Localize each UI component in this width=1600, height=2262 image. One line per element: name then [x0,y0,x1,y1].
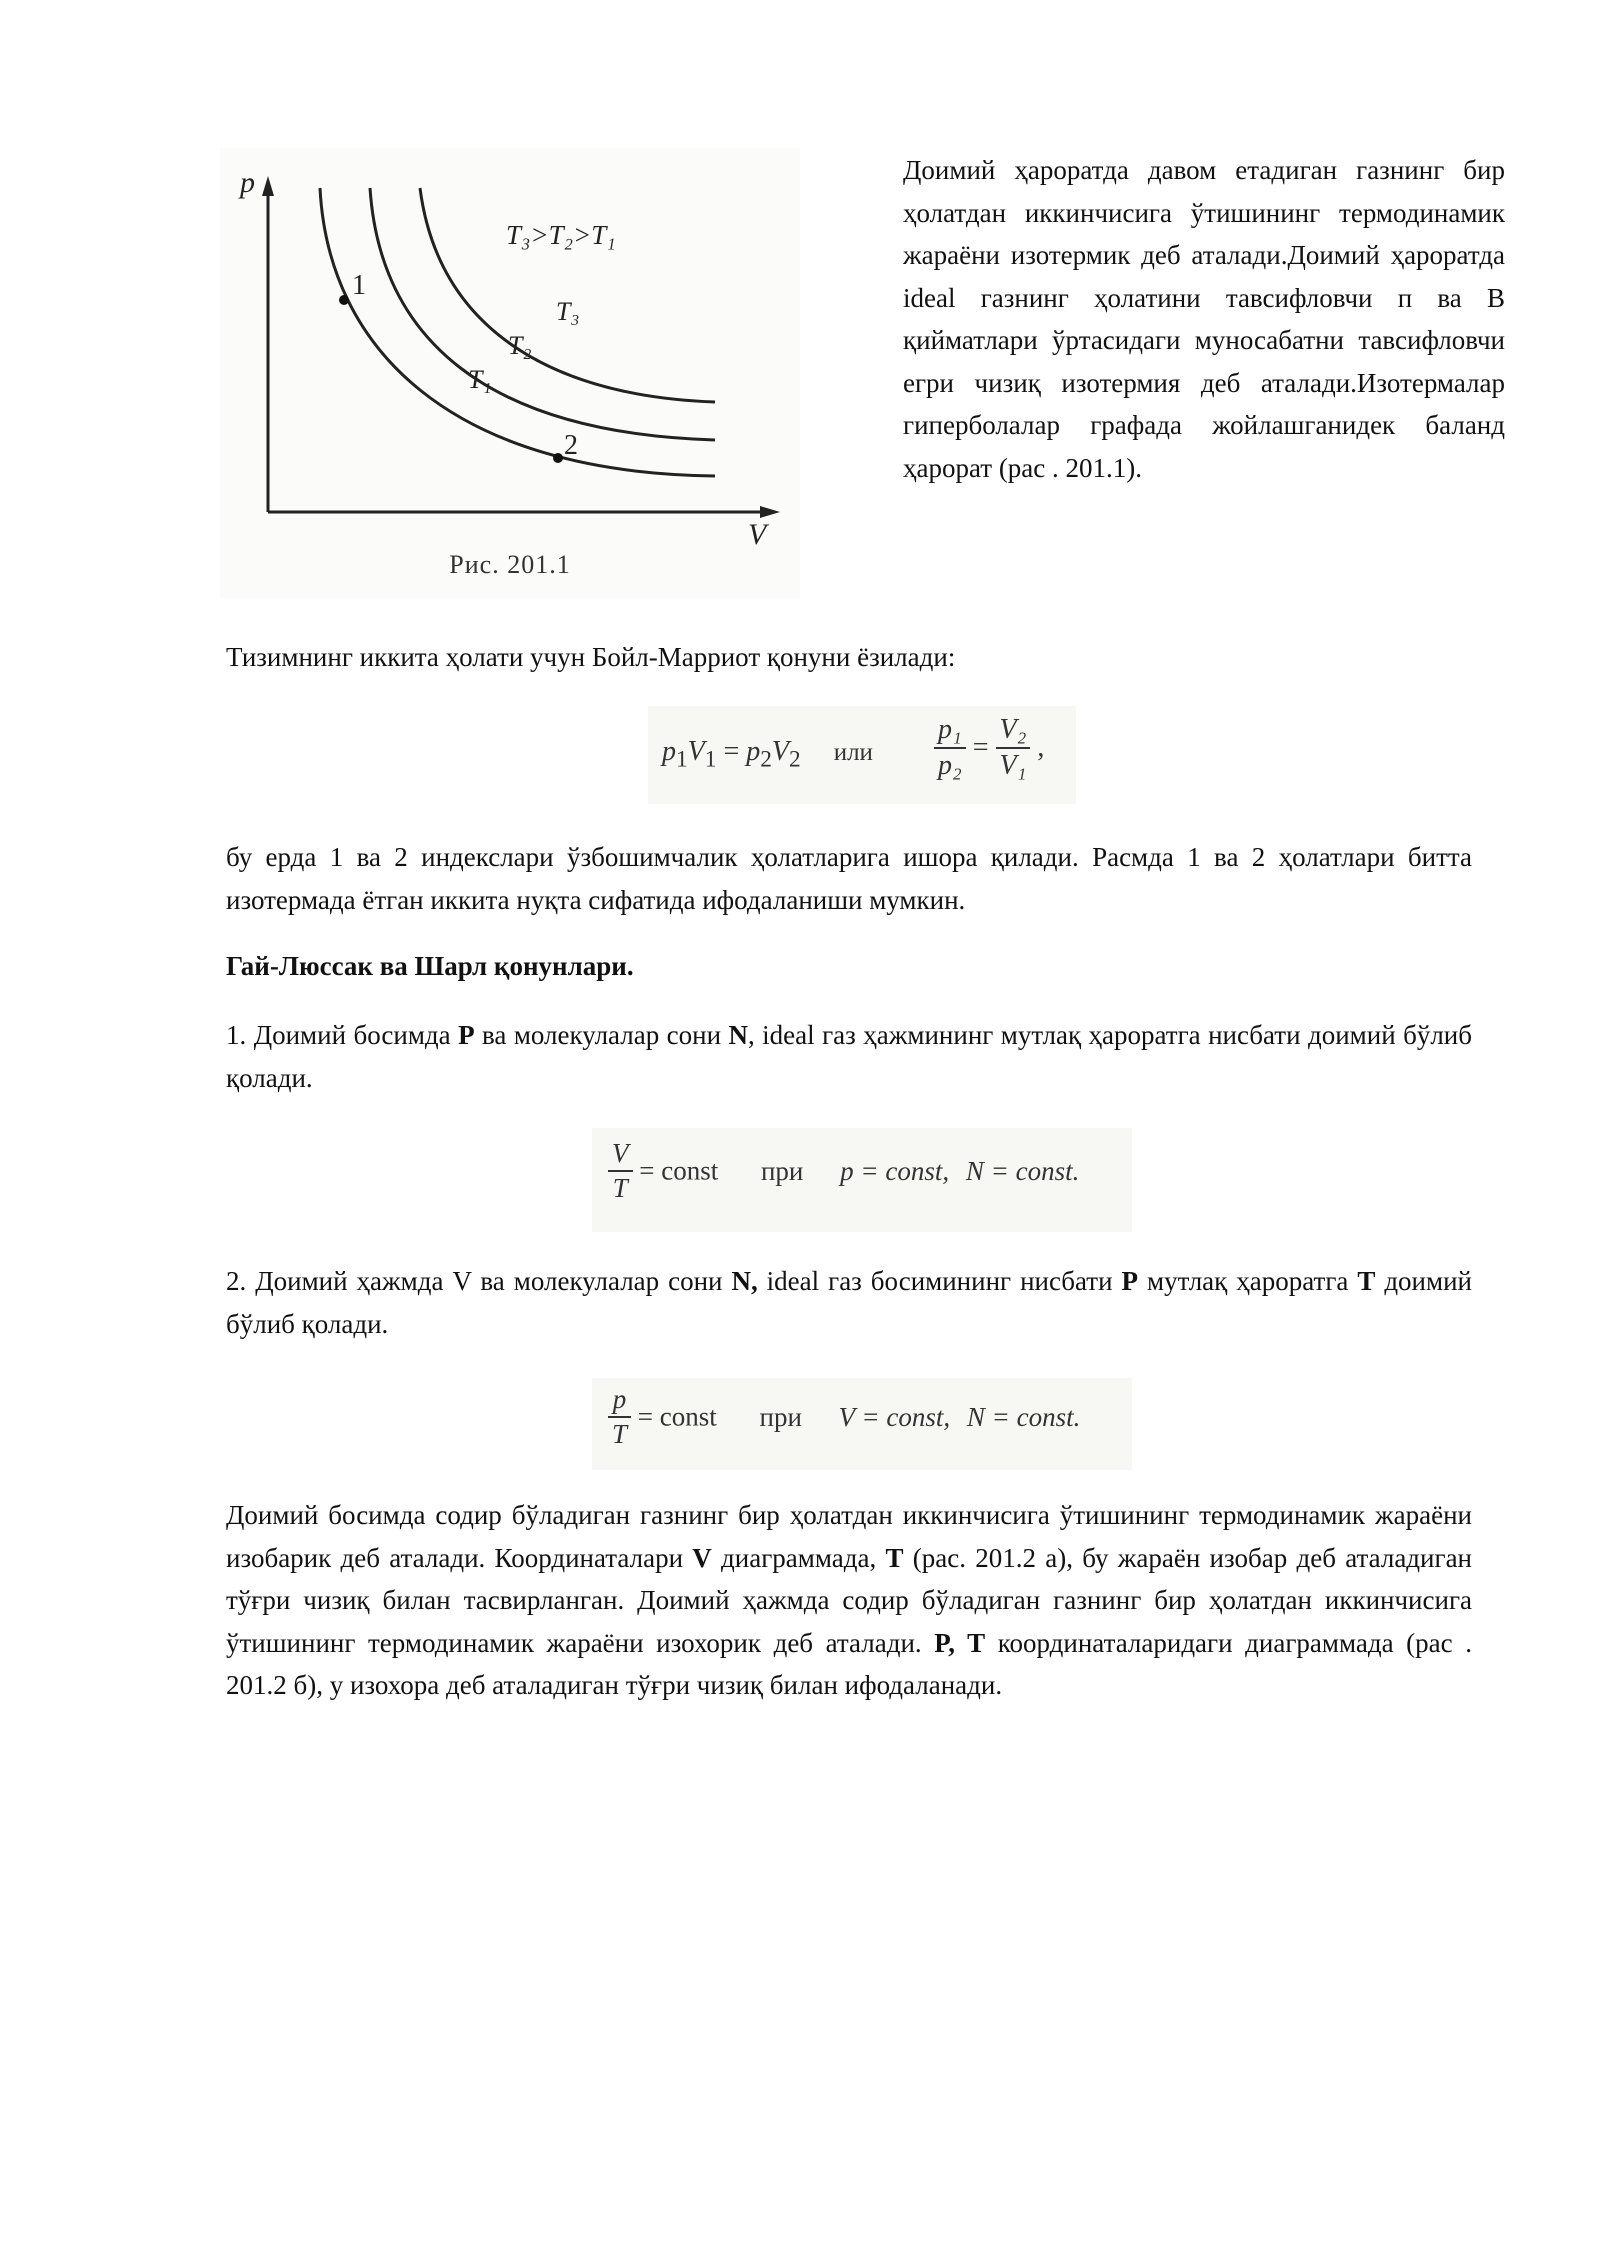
gay-lussac-formula [592,1128,1132,1232]
f1-frac-eq: = [972,732,989,763]
f2-cond2: N = const. [965,1155,1080,1186]
f3-rhs: = const [637,1401,717,1432]
f2-cond1: p = const, [840,1155,950,1186]
p-axis-label: p [240,166,255,199]
f1-v1: V [687,736,705,767]
f1-eq: = [723,736,740,767]
temperature-inequality: T₃>T₂>T₁ [506,220,616,250]
f1-sub2: 1 [704,746,717,773]
f1-sub1: 1 [676,746,688,773]
boyle-formula [648,706,1076,804]
point-label-1: 1 [352,270,366,301]
f1-comma: , [1037,732,1045,763]
boyle-intro: Тизимнинг иккита ҳолати учун Бойл-Марриот қонуни ёзилади: [226,642,956,672]
law-1-text: 1. Доимий босимда P ва молекулалар сони N, ideal газ ҳажмининг мутлақ ҳароратга нисбати доимий бўлиб қолади. [226,1020,1472,1093]
f1-sub3: 2 [760,746,772,773]
f1-p2: p [746,736,761,767]
curve-label-t3: T₃ [556,297,580,326]
f3-cond1: V = const, [838,1401,951,1432]
indices-explanation: бу ерда 1 ва 2 индекслари ўзбошимчалик ҳолатларига ишора қилади. Расмда 1 ва 2 ҳолатлари битта изотермада ётган иккита нуқта сифатида ифодаланиши мумкин. [226,842,1472,915]
charles-formula [592,1378,1132,1470]
f1-or: или [833,739,873,766]
f1-sub4: 2 [789,746,801,773]
f1-v2: V [771,736,790,767]
f1-p1: p [662,736,676,767]
figure-caption: Рис. 201.1 [449,550,571,579]
f2-frac: $\frac{V}{T}$ [608,1140,633,1202]
p-axis-arrow [262,176,274,196]
f1-frac-p: $\frac{\text{p₁}}{\text{p₂}}$ [934,716,966,780]
f2-when: при [760,1155,804,1186]
f2-rhs: = const [639,1155,719,1186]
isotherm-diagram [220,148,800,548]
isotherm-figure [220,148,800,598]
v-axis-label: V [748,518,767,548]
law-2-text: 2. Доимий ҳажмда V ва молекулалар сони N, ideal газ босимининг нисбати P мутлақ ҳароратга T доимий бўлиб қолади. [226,1266,1472,1339]
v-axis-arrow [760,506,780,518]
isotherm-description: Доимий ҳароратда давом етадиган газнинг бир ҳолатдан иккинчисига ўтишининг термодинамик жараёни изотермик деб аталади.Доимий ҳароратда ideal газнинг ҳолатини тавсифловчи п ва В қийматлари ўртасидаги муносабатни тавсифловчи егри чизиқ изотермия деб аталади.Изотермалар гиперболалар графада жойлашганидек баланд ҳарорат (рас . 201.1). [903,155,1505,483]
f1-frac-v: $\frac{\text{V₂}}{\text{V₁}}$ [996,716,1031,780]
f3-frac: $\frac{p}{T}$ [608,1386,631,1448]
f3-cond2: N = const. [966,1401,1081,1432]
curve-label-t1: T₁ [468,365,492,394]
state-point-2 [553,453,563,463]
isobaric-isochoric-text: Доимий босимда содир бўладиган газнинг бир ҳолатдан иккинчисига ўтишининг термодинамик жараёни изобарик деб аталади. Координаталари V диаграммада, T (рас. 201.2 а), бу жараён изобар деб аталадиган тўғри чизиқ билан тасвирланган. Доимий ҳажмда содир бўладиган газнинг бир ҳолатдан иккинчисига ўтишининг термодинамик жараёни изохорик деб аталади. P, T координаталаридаги диаграммада (рас . 201.2 б), у изохора деб аталадиган тўғри чизиқ билан ифодаланади. [226,1500,1472,1700]
point-label-2: 2 [564,430,578,461]
section-heading: Гай-Люссак ва Шарл қонунлари. [226,951,634,981]
state-point-1 [339,295,349,305]
f3-when: при [759,1401,802,1432]
curve-label-t2: T₂ [508,331,532,360]
